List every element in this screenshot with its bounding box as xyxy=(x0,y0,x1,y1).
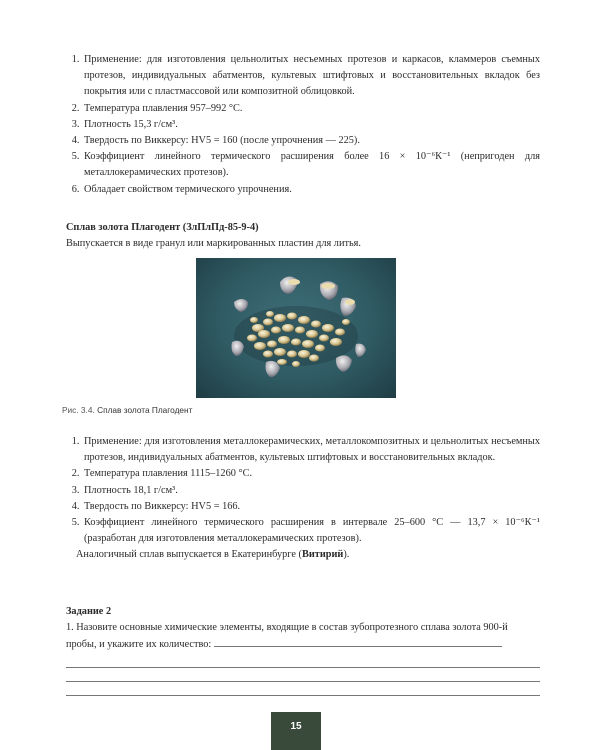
list-item: 3. Плотность 15,3 г/см³. xyxy=(82,117,540,133)
task-question xyxy=(66,620,540,653)
list-item: 1. Применение: для изготовления металлокерамических, металлокомпозитных и цельнолитых несъемных протезов, индивидуальных абатментов, культевых штифтовых и восстановительных вкладок. xyxy=(82,434,540,466)
list-item: 2. Температура плавления 957–992 °С. xyxy=(82,101,540,117)
properties-list-2 xyxy=(66,434,540,564)
section-intro: Выпускается в виде гранул или маркированных пластин для литья. xyxy=(66,238,361,250)
list-item: 4. Твердость по Виккерсу: HV5 = 166. xyxy=(82,499,540,515)
analog-end: ). xyxy=(343,549,350,561)
alloy-photo xyxy=(196,258,396,398)
answer-line[interactable] xyxy=(214,636,502,647)
list-item: 4. Твердость по Виккерсу: HV5 = 160 (после упрочнения — 225). xyxy=(82,133,540,149)
list-item: 2. Температура плавления 1115–1260 °С. xyxy=(82,466,540,482)
analog-name: Витирий xyxy=(301,549,344,561)
answer-line[interactable] xyxy=(66,667,540,668)
task-title: Задание 2 xyxy=(66,606,112,617)
answer-line[interactable] xyxy=(66,681,540,682)
answer-line[interactable] xyxy=(66,695,540,696)
list-item: 5. Коэффициент линейного термического расширения в интервале 25–600 °С — 13,7 × 10⁻⁶К⁻¹ (разработан для изготовления металлокерамических протезов). xyxy=(82,515,540,547)
analog-text: Аналогичный сплав выпускается в Екатеринбурге ( xyxy=(76,549,302,561)
task-question-text: 1. Назовите основные химические элементы, входящие в состав зубопротезного сплава золота 900-й пробы, и укажите их количество: xyxy=(66,622,508,651)
list-item: 1. Применение: для изготовления цельнолитых несъемных протезов и каркасов, кламмеров съемных протезов, индивидуальных абатментов, культевых штифтовых и восстановительных вкладок без покрытия или с пластмассовой или композитной облицовкой. xyxy=(82,52,540,101)
list-item: 5. Коэффициент линейного термического расширения более 16 × 10⁻⁶К⁻¹ (непригоден для металлокерамических протезов). xyxy=(82,149,540,181)
task-section xyxy=(66,604,540,696)
figure-title: Сплав золота Плагодент xyxy=(97,405,193,415)
section xyxy=(66,220,540,252)
figure-label: Рис. 3.4. xyxy=(62,405,95,415)
properties-list-1 xyxy=(66,52,540,198)
analog-note xyxy=(66,547,540,563)
figure-caption xyxy=(62,405,192,415)
section-title: Сплав золота Плагодент (ЗлПлПд-85-9-4) xyxy=(66,222,259,233)
list-item: 3. Плотность 18,1 г/см³. xyxy=(82,483,540,499)
granules-illustration xyxy=(196,258,396,398)
list-item: 6. Обладает свойством термического упрочнения. xyxy=(82,182,540,198)
page-number: 15 xyxy=(271,712,321,750)
